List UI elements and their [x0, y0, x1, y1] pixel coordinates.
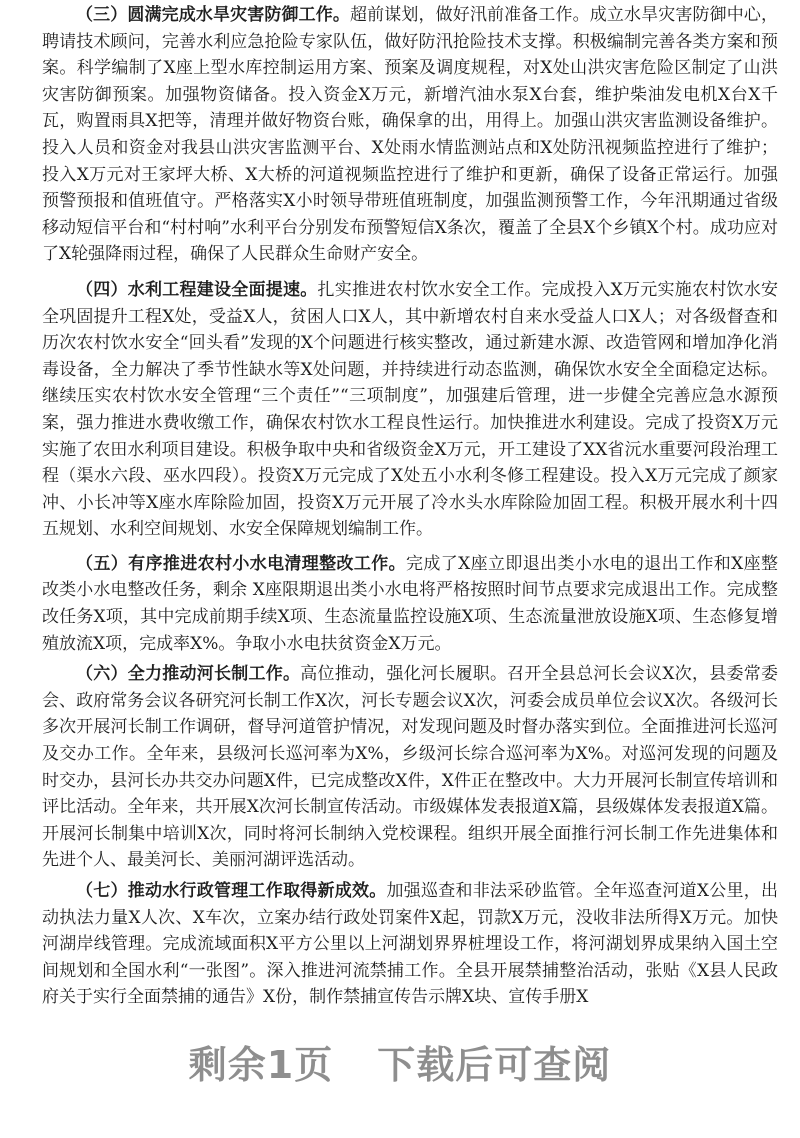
download-to-view-label: 下载后可查阅: [377, 1043, 612, 1087]
remaining-pages-label: 剩余1页: [188, 1043, 334, 1087]
paragraph-flood-drought-defense: [42, 2, 778, 268]
paragraph-water-administration: [42, 878, 778, 1011]
section-body: 完成了X座立即退出类小水电的退出工作和X座整改类小水电整改任务，剩余 X座限期退出类小水电将严格按照时间节点要求完成退出工作。完成整改任务X项，其中完成前期手续X项、生态流量监控设施X项、生态流量泄放设施X项、生态修复增殖放流X项，完成率X%。争取小水电扶贫资金X万元。: [42, 553, 778, 654]
section-heading: （四）水利工程建设全面提速。: [76, 279, 318, 300]
section-body: 扎实推进农村饮水安全工作。完成投入X万元实施农村饮水安全巩固提升工程X处，受益X人，贫困人口X人，其中新增农村自来水受益人口X人；对各级督查和历次农村饮水安全“回头看”发现的X个问题进行核实整改，通过新建水源、改造管网和增加净化消毒设备，全力解决了季节性缺水等X处问题，并持续进行动态监测，确保饮水安全全面稳定达标。继续压实农村饮水安全管理“三个责任”“三项制度”，加强建后管理，进一步健全完善应急水源预案，强力推进水费收缴工作，确保农村饮水工程良性运行。加快推进水利建设。完成了投资X万元实施了农田水利项目建设。积极争取中央和省级资金X万元，开工建设了XX省沅水重要河段治理工程（渠水六段、巫水四段）。投资X万元完成了X处五小水利冬修工程建设。投入X万元完成了颜家冲、小长冲等X座水库除险加固，投资X万元开展了冷水头水库除险加固工程。积极开展水利十四五规划、水利空间规划、水安全保障规划编制工作。: [42, 279, 778, 540]
download-banner[interactable]: [0, 1034, 800, 1089]
section-body: 超前谋划，做好汛前准备工作。成立水旱灾害防御中心，聘请技术顾问，完善水利应急抢险专家队伍，做好防汛抢险技术支撑。积极编制完善各类方案和预案。科学编制了X座上型水库控制运用方案、预案及调度规程，对X处山洪灾害危险区制定了山洪灾害防御预案。加强物资储备。投入资金X万元，新增汽油水泵X台套，维护柴油发电机X台X千瓦，购置雨具X把等，清理并做好物资台账，确保拿的出，用得上。加强山洪灾害监测设备维护。投入人员和资金对我县山洪灾害监测平台、X处雨水情监测站点和X处防汛视频监控进行了维护；投入X万元对王家坪大桥、X大桥的河道视频监控进行了维护和更新，确保了设备正常运行。加强预警预报和值班值守。严格落实X小时领导带班值班制度，加强监测预警工作，今年汛期通过省级移动短信平台和“村村响”水利平台分别发布预警短信X条次，覆盖了全县X个乡镇X个村。成功应对了X轮强降雨过程，确保了人民群众生命财产安全。: [42, 5, 778, 265]
section-heading: （三）圆满完成水旱灾害防御工作。: [76, 5, 350, 25]
paragraph-small-hydropower-rectification: [42, 551, 778, 657]
section-heading: （七）推动水行政管理工作取得新成效。: [76, 881, 387, 901]
section-body: 高位推动，强化河长履职。召开全县总河长会议X次，县委常委会、政府常务会议各研究河长制工作X次，河长专题会议X次，河委会成员单位会议X次。各级河长多次开展河长制工作调研，督导河道管护情况，对发现问题及时督办落实到位。全面推进河长巡河及交办工作。全年来，县级河长巡河率为X%，乡级河长综合巡河率为X%。对巡河发现的问题及时交办，县河长办共交办问题X件，已完成整改X件，X件正在整改中。大力开展河长制宣传培训和评比活动。全年来，共开展X次河长制宣传活动。市级媒体发表报道X篇，县级媒体发表报道X篇。开展河长制集中培训X次，同时将河长制纳入党校课程。组织开展全面推行河长制工作先进集体和先进个人、最美河长、美丽河湖评选活动。: [42, 664, 778, 871]
section-heading: （五）有序推进农村小水电清理整改工作。: [76, 553, 407, 574]
section-heading: （六）全力推动河长制工作。: [76, 664, 301, 685]
paragraph-water-project-construction: [42, 277, 778, 543]
paragraph-river-chief-system: [42, 661, 778, 874]
section-body: 加强巡查和非法采砂监管。全年巡查河道X公里，出动执法力量X人次、X车次，立案办结行政处罚案件X起，罚款X万元，没收非法所得X万元。加快河湖岸线管理。完成流域面积X平方公里以上河湖划界界桩埋设工作，将河湖划界成果纳入国土空间规划和全国水利“一张图”。深入推进河流禁捕工作。全县开展禁捕整治活动，张贴《X县人民政府关于实行全面禁捕的通告》X份，制作禁捕宣传告示牌X块、宣传手册X: [42, 881, 778, 1008]
document-page: [42, 2, 778, 1011]
